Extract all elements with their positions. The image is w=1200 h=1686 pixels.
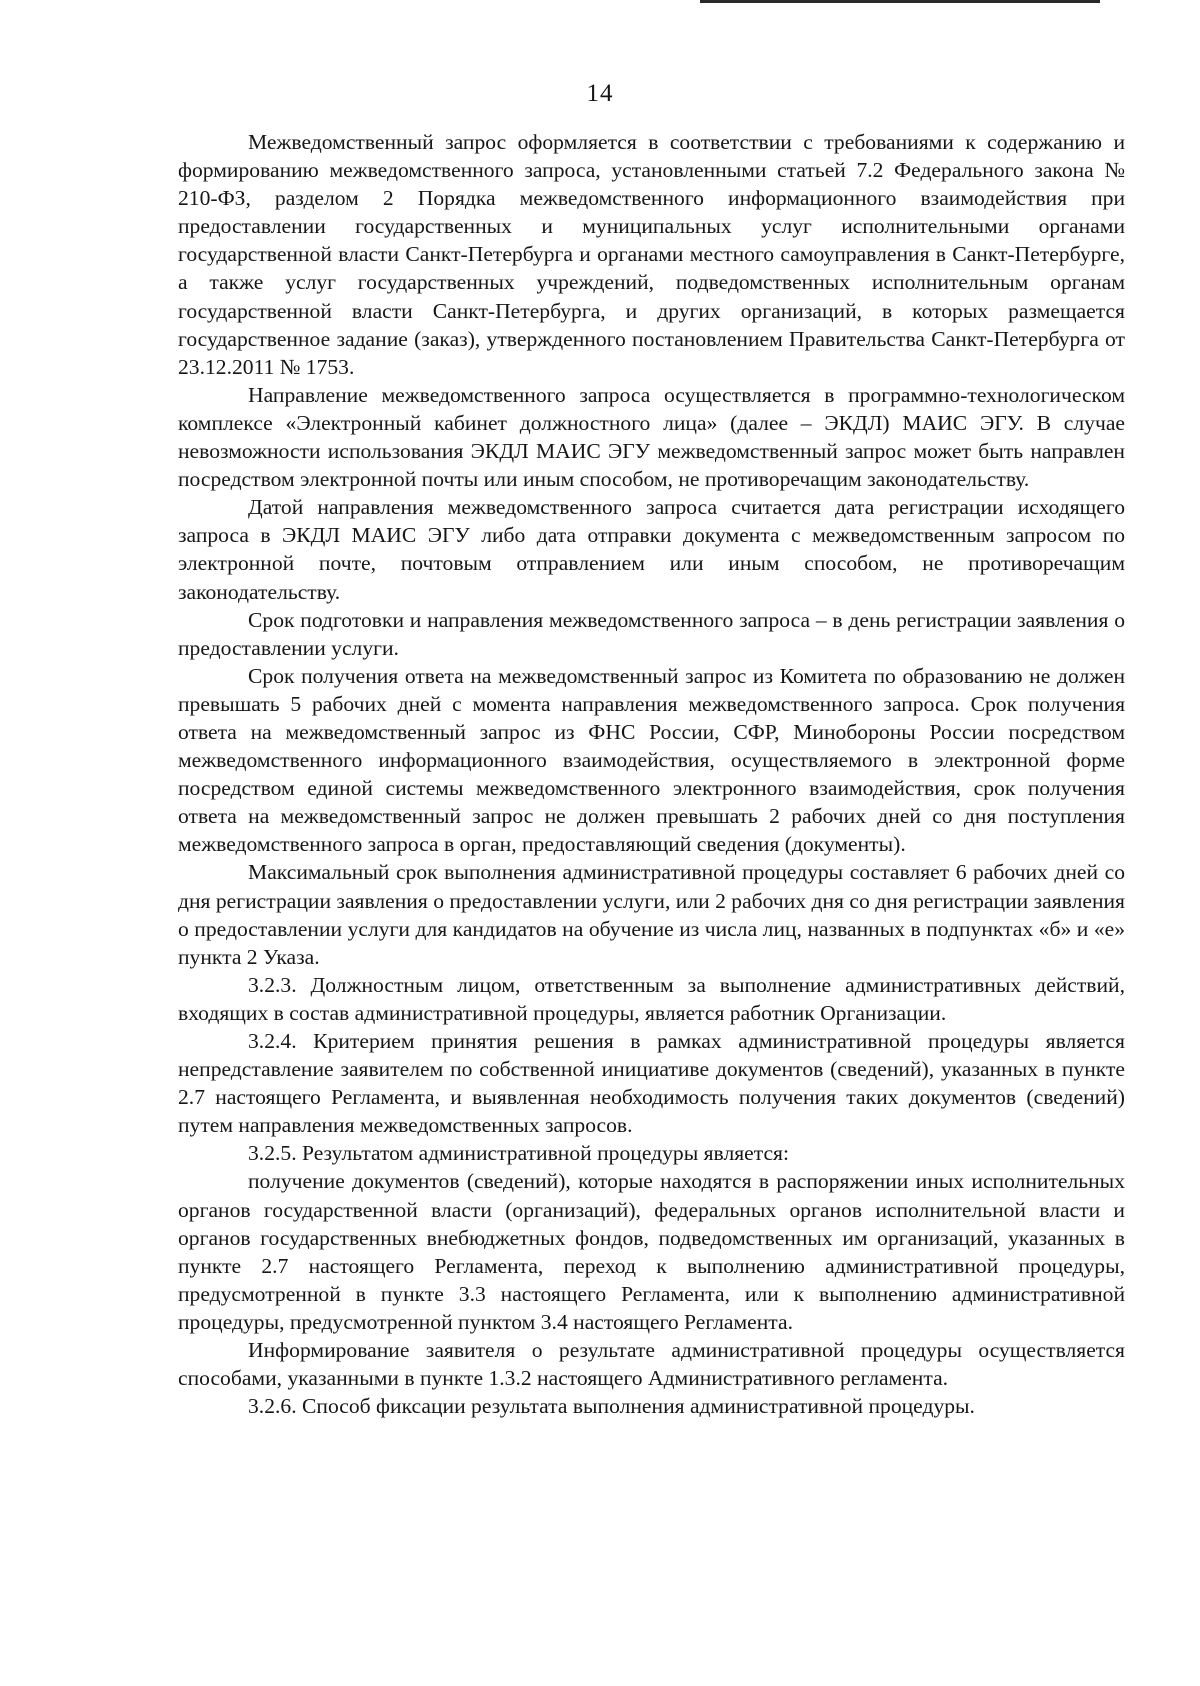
paragraph-3-2-5-procedure-result: 3.2.5. Результатом административной процедуры является: (248, 1141, 789, 1166)
paragraph-response-term: Срок получения ответа на межведомственный запрос из Комитета по образованию не должен превышать 5 рабочих дней с момента направления межведомственного запроса. Срок получения ответа на межведомственный запрос из ФНС России, СФР, Минобороны России посредством межведомственного информационного взаимодействия, осуществляемого в электронной форме посредством единой системы межведомственного электронного взаимодействия, срок получения ответа на межведомственный запрос не должен превышать 2 рабочих дней со дня поступления межведомственного запроса в орган, предоставляющий сведения (документы). (178, 663, 1125, 857)
paragraph-3-2-3-responsible-official: 3.2.3. Должностным лицом, ответственным за выполнение административных действий, входящих в состав административной процедуры, является работник Организации. (178, 972, 1125, 1025)
scan-top-rule (700, 0, 1100, 3)
paragraph-request-date: Датой направления межведомственного запроса считается дата регистрации исходящего запроса в ЭКДЛ МАИС ЭГУ либо дата отправки документа с межведомственным запросом по электронной почте, почтовым отправлением или иным способом, не противоречащим законодательству. (178, 495, 1125, 604)
paragraph-3-2-6-result-recording: 3.2.6. Способ фиксации результата выполнения административной процедуры. (248, 1394, 975, 1419)
paragraph-3-2-4-decision-criterion: 3.2.4. Критерием принятия решения в рамках административной процедуры является непредставление заявителем по собственной инициативе документов (сведений), указанных в пункте 2.7 настоящего Регламента, и выявленная необходимость получения таких документов (сведений) путем направления межведомственных запросов. (178, 1029, 1125, 1138)
page-number: 14 (586, 80, 614, 107)
document-body (178, 128, 1125, 1420)
paragraph-applicant-informing: Информирование заявителя о результате административной процедуры осуществляется способами, указанными в пункте 1.3.2 настоящего Административного регламента. (178, 1338, 1125, 1391)
paragraph-max-procedure-term: Максимальный срок выполнения административной процедуры составляет 6 рабочих дней со дня регистрации заявления о предоставлении услуги, или 2 рабочих дня со дня регистрации заявления о предоставлении услуги для кандидатов на обучение из числа лиц, названных в подпунктах «б» и «е» пункта 2 Указа. (178, 860, 1125, 969)
paragraph-request-preparation-term: Срок подготовки и направления межведомственного запроса – в день регистрации заявления о предоставлении услуги. (178, 607, 1125, 660)
paragraph-result-details: получение документов (сведений), которые находятся в распоряжении иных исполнительных органов государственной власти (организаций), федеральных органов исполнительной власти и органов государственных внебюджетных фондов, подведомственных им организаций, указанных в пункте 2.7 настоящего Регламента, переход к выполнению административной процедуры, предусмотренной в пункте 3.3 настоящего Регламента, или к выполнению административной процедуры, предусмотренной пунктом 3.4 настоящего Регламента. (178, 1169, 1125, 1334)
paragraph-request-sending-channel: Направление межведомственного запроса осуществляется в программно-технологическом комплексе «Электронный кабинет должностного лица» (далее – ЭКДЛ) МАИС ЭГУ. В случае невозможности использования ЭКДЛ МАИС ЭГУ межведомственный запрос может быть направлен посредством электронной почты или иным способом, не противоречащим законодательству. (178, 382, 1125, 492)
paragraph-interagency-request-format: Межведомственный запрос оформляется в соответствии с требованиями к содержанию и формированию межведомственного запроса, установленными статьей 7.2 Федерального закона № 210-ФЗ, разделом 2 Порядка межведомственного информационного взаимодействия при предоставлении государственных и муниципальных услуг исполнительными органами государственной власти Санкт-Петербурга и органами местного самоуправления в Санкт-Петербурге, а также услуг государственных учреждений, подведомственных исполнительным органам государственной власти Санкт-Петербурга, и других организаций, в которых размещается государственное задание (заказ), утвержденного постановлением Правительства Санкт-Петербурга от 23.12.2011 № 1753. (178, 130, 1125, 379)
